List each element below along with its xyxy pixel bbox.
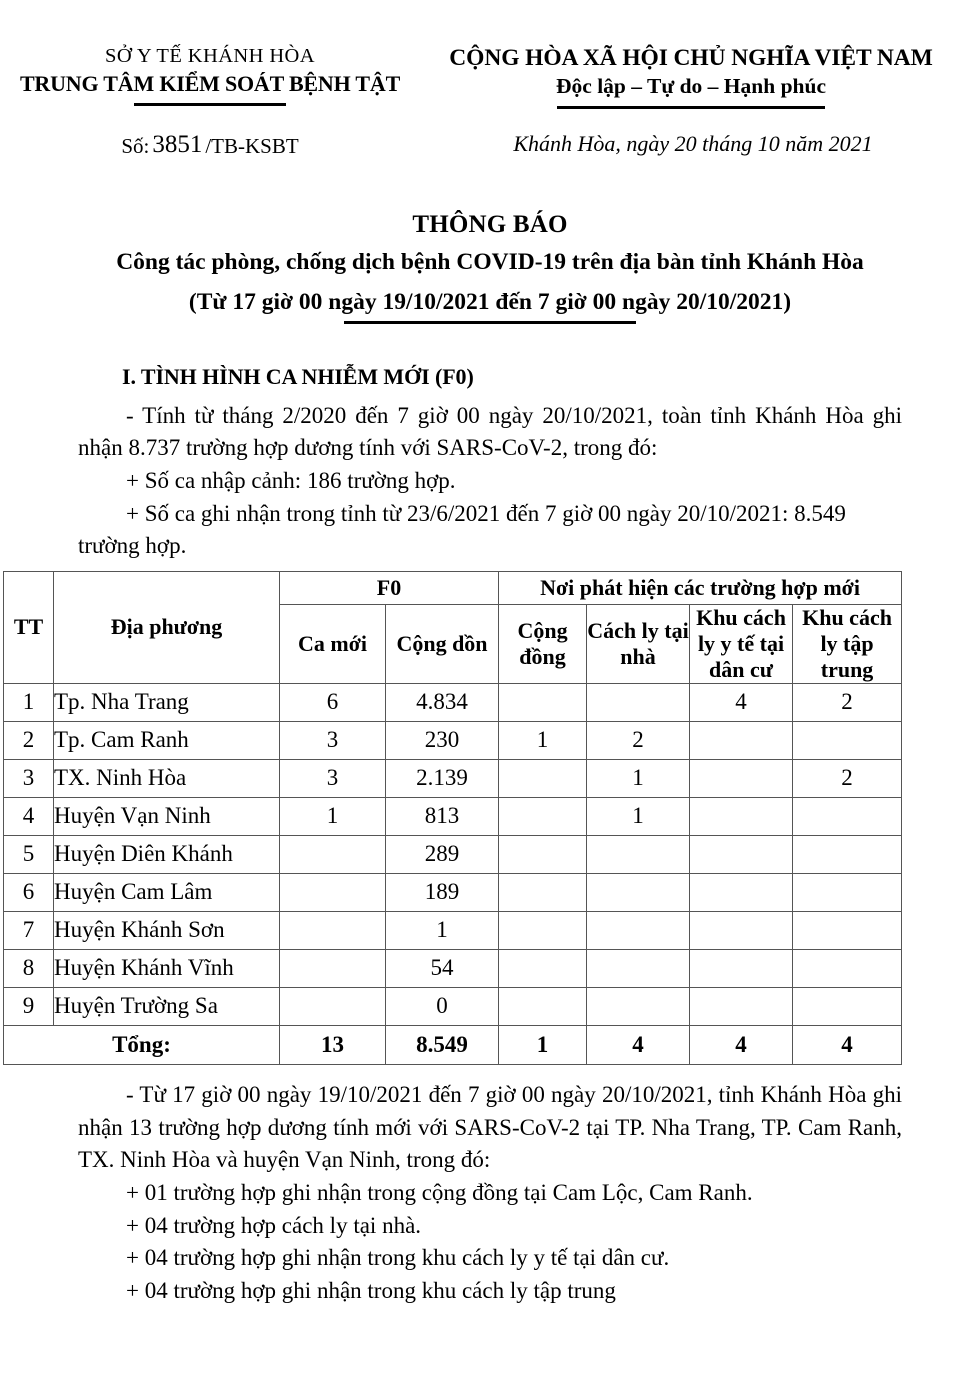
cell-new-cases: [280, 873, 386, 911]
cell-community: [499, 683, 587, 721]
header-left-divider: [134, 103, 286, 106]
footer-bullet-item: + 01 trường hợp ghi nhận trong cộng đồng tại Cam Lộc, Cam Ranh.: [126, 1179, 753, 1205]
cell-central-quarantine: 2: [793, 759, 902, 797]
cell-cumulative: 2.139: [386, 759, 499, 797]
th-home-quarantine: Cách ly tại nhà: [587, 605, 690, 684]
cell-community: [499, 987, 587, 1025]
issuing-authority-block: [0, 44, 420, 109]
cell-central-quarantine: [793, 911, 902, 949]
cell-tt: 8: [4, 949, 54, 987]
th-medical-residential-quarantine: Khu cách ly y tế tại dân cư: [690, 605, 793, 684]
footer-bullet-item: + 04 trường hợp ghi nhận trong khu cách ly y tế tại dân cư.: [126, 1245, 670, 1271]
total-new-cases: 13: [280, 1025, 386, 1064]
section-1-body: [0, 400, 980, 563]
cell-home-quarantine: [587, 987, 690, 1025]
title-underline: [344, 321, 636, 324]
cell-tt: 1: [4, 683, 54, 721]
cell-cumulative: 54: [386, 949, 499, 987]
cell-cumulative: 189: [386, 873, 499, 911]
cell-locality: Huyện Khánh Sơn: [54, 911, 280, 949]
cell-cumulative: 813: [386, 797, 499, 835]
cell-tt: 3: [4, 759, 54, 797]
table-total-row: [4, 1025, 902, 1064]
cell-locality: Tp. Nha Trang: [54, 683, 280, 721]
total-home-quarantine: 4: [587, 1025, 690, 1064]
cell-home-quarantine: [587, 873, 690, 911]
national-motto: Độc lập – Tự do – Hạnh phúc: [556, 74, 826, 99]
issue-date: Khánh Hòa, ngày 20 tháng 10 năm 2021: [513, 130, 873, 156]
cell-locality: Huyện Khánh Vĩnh: [54, 949, 280, 987]
table-row: [4, 721, 902, 759]
table-row: [4, 835, 902, 873]
cell-medical-residential-quarantine: [690, 721, 793, 759]
cell-community: [499, 873, 587, 911]
total-label: Tổng:: [4, 1025, 280, 1064]
cell-locality: Huyện Cam Lâm: [54, 873, 280, 911]
cell-central-quarantine: [793, 835, 902, 873]
document-number-label: Số:: [121, 133, 150, 158]
total-cumulative: 8.549: [386, 1025, 499, 1064]
cell-cumulative: 289: [386, 835, 499, 873]
footer-bullet-item: + 04 trường hợp ghi nhận trong khu cách ly tập trung: [126, 1277, 616, 1303]
th-group-f0: F0: [280, 572, 499, 605]
footer-bullet-item: + 04 trường hợp cách ly tại nhà.: [126, 1212, 422, 1238]
document-number-suffix: /TB-KSBT: [205, 133, 299, 158]
covid-cases-table: [3, 571, 902, 1065]
page-title: THÔNG BÁO: [412, 210, 568, 238]
cell-new-cases: 1: [280, 797, 386, 835]
document-subheader: [0, 131, 980, 159]
cell-home-quarantine: [587, 949, 690, 987]
cell-central-quarantine: [793, 797, 902, 835]
total-medical-residential-quarantine: 4: [690, 1025, 793, 1064]
footer-bullet-list: [78, 1177, 902, 1308]
cell-new-cases: [280, 835, 386, 873]
cell-locality: TX. Ninh Hòa: [54, 759, 280, 797]
title-period-line: (Từ 17 giờ 00 ngày 19/10/2021 đến 7 giờ 00 ngày 20/10/2021): [188, 288, 792, 315]
cell-tt: 5: [4, 835, 54, 873]
title-subject-line: Công tác phòng, chống dịch bệnh COVID-19 trên địa bàn tỉnh Khánh Hòa: [116, 248, 864, 275]
table-row: [4, 949, 902, 987]
cell-medical-residential-quarantine: [690, 797, 793, 835]
cell-new-cases: 3: [280, 721, 386, 759]
cell-tt: 2: [4, 721, 54, 759]
th-central-quarantine: Khu cách ly tập trung: [793, 605, 902, 684]
table-row: [4, 873, 902, 911]
th-locality: Địa phương: [54, 572, 280, 684]
footer-paragraph: - Từ 17 giờ 00 ngày 19/10/2021 đến 7 giờ 00 ngày 20/10/2021, tỉnh Khánh Hòa ghi nhận 13 trường hợp dương tính mới với SARS-CoV-2 tại TP. Nha Trang, TP. Cam Ranh, TX. Ninh Hòa và huyện Vạn Ninh, trong đó:: [78, 1081, 902, 1173]
cell-home-quarantine: [587, 683, 690, 721]
table-foot: [4, 1025, 902, 1064]
cell-central-quarantine: [793, 949, 902, 987]
cell-cumulative: 1: [386, 911, 499, 949]
national-heading-block: [420, 44, 980, 109]
cell-community: [499, 797, 587, 835]
cell-locality: Tp. Cam Ranh: [54, 721, 280, 759]
document-header: [0, 0, 980, 109]
cell-cumulative: 4.834: [386, 683, 499, 721]
cell-medical-residential-quarantine: 4: [690, 683, 793, 721]
covid-table-wrapper: [0, 571, 980, 1065]
cell-community: [499, 911, 587, 949]
cell-cumulative: 0: [386, 987, 499, 1025]
cell-central-quarantine: 2: [793, 683, 902, 721]
cell-medical-residential-quarantine: [690, 759, 793, 797]
table-row: [4, 683, 902, 721]
cell-locality: Huyện Diên Khánh: [54, 835, 280, 873]
cell-new-cases: 3: [280, 759, 386, 797]
cell-new-cases: [280, 987, 386, 1025]
th-group-detection-place: Nơi phát hiện các trường hợp mới: [499, 572, 902, 605]
cell-new-cases: [280, 949, 386, 987]
cell-central-quarantine: [793, 873, 902, 911]
cell-medical-residential-quarantine: [690, 949, 793, 987]
cell-new-cases: 6: [280, 683, 386, 721]
header-right-divider: [557, 106, 825, 109]
table-row: [4, 759, 902, 797]
cell-locality: Huyện Vạn Ninh: [54, 797, 280, 835]
cell-tt: 4: [4, 797, 54, 835]
cell-tt: 6: [4, 873, 54, 911]
cell-central-quarantine: [793, 987, 902, 1025]
cell-central-quarantine: [793, 721, 902, 759]
cell-tt: 7: [4, 911, 54, 949]
section-1-heading: I. TÌNH HÌNH CA NHIỄM MỚI (F0): [122, 363, 474, 389]
document-number-block: [0, 131, 420, 159]
cell-home-quarantine: 1: [587, 797, 690, 835]
th-community: Cộng đồng: [499, 605, 587, 684]
cell-home-quarantine: 2: [587, 721, 690, 759]
section-1-paragraph-2: + Số ca nhập cảnh: 186 trường hợp.: [126, 468, 456, 494]
title-block: [0, 211, 980, 324]
total-central-quarantine: 4: [793, 1025, 902, 1064]
table-row: [4, 987, 902, 1025]
cell-community: [499, 835, 587, 873]
cell-tt: 9: [4, 987, 54, 1025]
th-cumulative: Cộng dồn: [386, 605, 499, 684]
cell-locality: Huyện Trường Sa: [54, 987, 280, 1025]
cell-home-quarantine: [587, 835, 690, 873]
section-1-paragraph-3: + Số ca ghi nhận trong tỉnh từ 23/6/2021 đến 7 giờ 00 ngày 20/10/2021: 8.549 trường hợp.: [78, 500, 846, 559]
table-header-row-groups: [4, 572, 902, 605]
section-1-footer-body: [0, 1079, 980, 1308]
department-name: SỞ Y TẾ KHÁNH HÒA: [105, 45, 315, 67]
section-1-paragraph-1: - Tính từ tháng 2/2020 đến 7 giờ 00 ngày 20/10/2021, toàn tỉnh Khánh Hòa ghi nhận 8.737 trường hợp dương tính với SARS-CoV-2, trong đó:: [78, 402, 902, 461]
table-head: [4, 572, 902, 684]
table-body: [4, 683, 902, 1025]
cell-medical-residential-quarantine: [690, 987, 793, 1025]
th-tt: TT: [4, 572, 54, 684]
country-name: CỘNG HÒA XÃ HỘI CHỦ NGHĨA VIỆT NAM: [449, 45, 933, 71]
cell-medical-residential-quarantine: [690, 911, 793, 949]
cell-new-cases: [280, 911, 386, 949]
cell-home-quarantine: 1: [587, 759, 690, 797]
th-new-cases: Ca mới: [280, 605, 386, 684]
table-row: [4, 911, 902, 949]
cell-medical-residential-quarantine: [690, 873, 793, 911]
table-row: [4, 797, 902, 835]
cell-community: 1: [499, 721, 587, 759]
cell-home-quarantine: [587, 911, 690, 949]
cell-community: [499, 759, 587, 797]
document-number-value: 3851: [152, 130, 203, 158]
total-community: 1: [499, 1025, 587, 1064]
cell-cumulative: 230: [386, 721, 499, 759]
cell-community: [499, 949, 587, 987]
cell-medical-residential-quarantine: [690, 835, 793, 873]
center-name: TRUNG TÂM KIỂM SOÁT BỆNH TẬT: [19, 70, 401, 96]
